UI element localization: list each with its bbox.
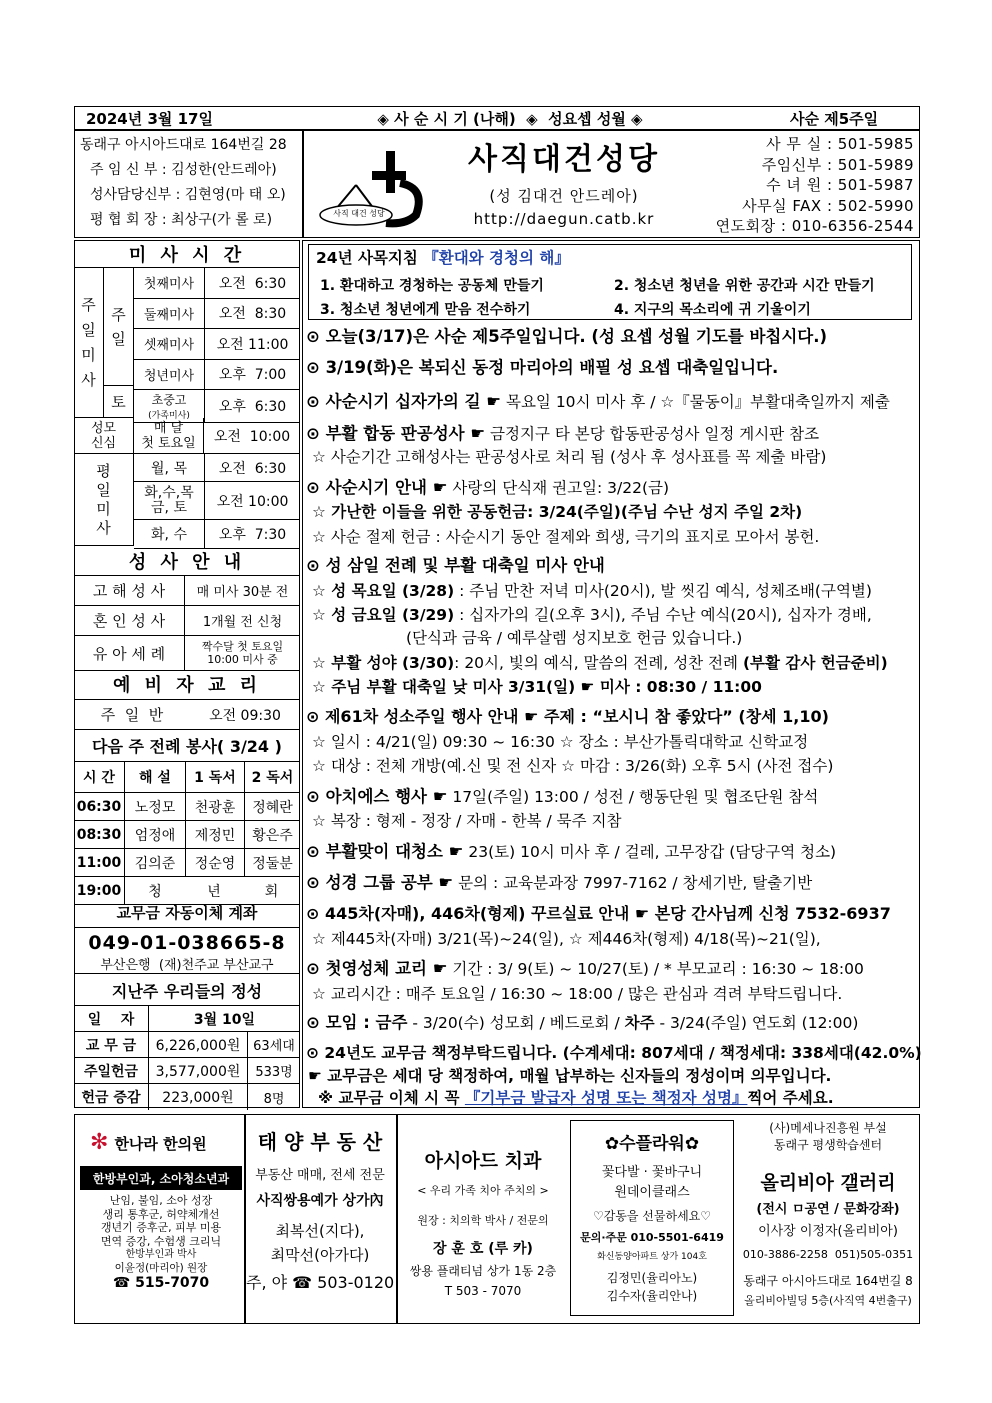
notice-acies [306,787,818,807]
clinic-name: 한나라 한의원 [114,1134,207,1153]
mass-time: 오전 10:00 [216,493,289,510]
mass-time: 오전 11:00 [216,336,289,353]
dental-owner: 장 훈 호 (루 카) [433,1241,533,1257]
sunday-mass-table [134,268,300,423]
notice-head: ⊙ 아치에스 행사 ☛ [306,787,448,806]
sunday-mass-label: 주 일 미 사 [74,268,104,418]
catechumen-title: 예 비 자 교 리 [74,668,300,700]
sacrament-value: 1개월 전 신청 [202,615,283,630]
offering-count: 8명 [263,1091,285,1107]
mass-row [134,360,300,391]
service-cell: 청 [148,883,162,900]
service-col: 해 설 [125,762,186,792]
contact-office: 사 무 실 : 501-5985 [766,135,914,153]
sacrament-row [74,636,300,671]
notice-st-joseph: ⊙ 3/19(화)은 복되신 동정 마리아의 배필 성 요셉 대축일입니다. [306,358,779,377]
service-title: 다음 주 전례 봉사( 3/24 ) [74,730,300,762]
heart-label: 성모 신심 [74,418,134,454]
clinic-line: 난임, 불임, 소아 성장 [109,1194,213,1207]
gallery-name: 올리비아 갤러리 [760,1172,896,1194]
notice-body: 기간 : 3/ 9(토) ~ 10/27(토) / * 부모교리 : 16:30 ~ 18:00 [447,960,864,978]
notice-triduum: ⊙ 성 삼일 전례 및 부활 대축일 미사 안내 [306,556,605,575]
transfer-bank: 부산은행 (재)천주교 부산교구 [74,954,300,974]
dental-slogan: < 우리 가족 치아 주치의 > [417,1184,549,1197]
gallery-phone: 010-3886-2258 051)505-0351 [742,1248,914,1261]
service-header [74,762,300,793]
notice-body-next: - 3/24(주일) 연도회 (12:00) [654,1014,859,1032]
mass-row [134,520,300,549]
divider [302,130,304,238]
church-name: 사직대건성당 [468,142,660,177]
notice-good-friday-note: (단식과 금육 / 예루살렘 성지보호 헌금 있습니다.) [406,629,743,647]
offering-count: 63세대 [253,1039,295,1054]
clinic-lines [78,1194,244,1291]
notice-sub-body: : 십자가의 길(오후 3시), 주님 수난 예식(20시), 십자가 경배, [454,606,872,624]
notice-sub-note: (부활 감사 헌금준비) [742,654,888,672]
realty-line: 최막선(아가다) [270,1246,370,1264]
sacrament-value: 짝수달 첫 토요일 10:00 미사 중 [201,640,284,666]
offering-title: 지난주 우리들의 정성 [74,976,300,1006]
notice-cursillo-dates: ☆ 제445차(자매) 3/21(목)~24(일), ☆ 제446차(형제) 4/18(목)~21(일), [312,930,821,948]
mass-row [134,299,300,330]
mass-name: 청년미사 [134,360,205,390]
mass-row [134,454,300,482]
sunday-label: 주 일 [104,268,134,386]
notice-easter-mass: ☆ 주님 부활 대축일 낮 미사 3/31(일) ☛ 미사 : 08:30 / 11:00 [312,678,762,696]
gallery-building: 올리비아빌딩 5층(사직역 4번출구) [744,1294,912,1307]
notice-vocation-target: ☆ 대상 : 전체 개방(예.신 및 전 신자 ☆ 마감 : 3/26(화) 오후 5시 (사전 접수) [312,757,834,775]
transfer-title: 교무금 자동이체 계좌 [74,898,300,928]
clinic-band: 한방부인과, 소아청소년과 [80,1166,242,1190]
guideline-title [316,248,570,268]
service-col: 시 간 [74,762,125,792]
service-time: 08:30 [74,821,125,848]
notice-vocation-sunday: ⊙ 제61차 성소주일 행사 안내 ☛ 주제 : “보시니 참 좋았다” (창세 1,10) [306,707,829,726]
mass-time: 오후 6:30 [218,399,287,415]
service-cell: 김의준 [125,849,186,876]
guideline-item: 2. 청소년 청년을 위한 공간과 시간 만들기 [614,278,875,294]
clinic-line: 한방부인과 박사 [125,1249,197,1260]
contact-yeondo: 연도회장 : 010-6356-2544 [715,217,914,235]
sacrament-row [74,576,300,606]
flower-line: 화신동양아파트 상가 104호 [597,1252,707,1262]
service-cell: 제정민 [186,821,245,848]
service-col: 1 독서 [186,762,245,792]
service-cell: 천광훈 [186,793,245,820]
service-cell: 정순영 [186,849,245,876]
realty-line: 최복선(지다), [275,1222,365,1240]
mass-title: 미 사 시 간 [74,240,300,268]
sacrament-name: 혼 인 성 사 [74,606,185,635]
service-time: 19:00 [74,877,125,904]
realty-line: 부동산 매매, 전세 전문 [255,1168,385,1183]
sacrament-value: 매 미사 30분 전 [196,585,289,600]
notice-body: 사랑의 단식재 권고일: 3/22(금) [447,479,670,497]
mass-row [134,329,300,360]
dental-address: 쌍용 플래티넘 상가 1동 2층 [409,1264,557,1278]
service-cell: 노정모 [125,793,186,820]
ad-clinic [78,1118,244,1320]
notice-body: 금정지구 타 본당 합동판공성사 일정 게시판 참조 [485,425,820,443]
ad-gallery [738,1118,918,1320]
mass-row [134,268,300,299]
mass-name: 첫째미사 [134,268,205,298]
notice-dues: ⊙ 24년도 교무금 책정부탁드립니다. (수계세대: 807세대 / 책정세대: 338세대(42.0%) [306,1044,922,1062]
contact-list [692,134,914,237]
offering-label: 헌금 증감 [74,1084,149,1110]
notice-sub-head: ☆ 성 금요일 (3/29) [312,606,455,624]
offering-row [74,1058,300,1084]
notice-body: 23(토) 10시 미사 후 / 걸레, 고무장갑 (담당구역 청소) [463,843,837,861]
offering-label: 일 자 [74,1006,149,1031]
service-cell: 정혜란 [252,799,293,816]
heart-time: 오전 10:00 [204,418,300,454]
service-row [74,821,300,849]
notice-dues-transfer [318,1088,834,1108]
gallery-owner: 이사장 이정자(올리비아) [758,1224,898,1239]
sacrament-name: 유 아 세 례 [74,636,185,670]
mass-time: 오전 6:30 [218,275,287,292]
mass-time: 오후 7:00 [218,367,287,384]
offering-row [74,1084,300,1110]
dental-phone: T 503 - 7070 [444,1284,522,1298]
sacraments-title: 성 사 안 내 [74,546,300,576]
mass-time: 오전 6:30 [218,460,287,477]
contact-convent: 수 녀 원 : 501-5987 [766,176,914,194]
mass-name: 둘째미사 [134,299,205,329]
offering-label: 주일헌금 [74,1058,149,1083]
notice-head: ⊙ 사순시기 십자가의 길 ☛ [306,392,502,411]
offering-count: 533명 [255,1065,293,1080]
notice-first-communion-time: ☆ 교리시간 : 매주 토요일 / 16:30 ~ 18:00 / 많은 관심과 격려 부탁드립니다. [312,985,843,1003]
notice-stations [306,392,890,412]
church-website[interactable]: http://daegun.catb.kr [473,210,655,228]
sacrament-name: 고 해 성 사 [74,576,185,605]
notice-head: ⊙ 모임 : 금주 [306,1013,408,1032]
mass-name: 화,수,목 금, 토 [134,482,205,519]
contact-fax: 사무실 FAX : 502-5990 [742,196,914,215]
mass-row [134,482,300,520]
flower-line: 꽃다발 · 꽃바구니 [601,1165,703,1180]
mass-name: 셋째미사 [134,329,205,359]
realty-name: 태 양 부 동 산 [257,1130,383,1154]
notice-sub-body: : 20시, 빛의 예식, 말씀의 전례, 성찬 전례 [454,654,743,672]
offering-label: 교 무 금 [74,1032,149,1057]
notice-vocation-time: ☆ 일시 : 4/21(일) 09:30 ~ 16:30 ☆ 장소 : 부산가톨릭대학교 신학교정 [312,733,809,751]
service-row [74,849,300,877]
parish-staff [80,134,300,234]
ad-flower [570,1120,734,1316]
mass-name-main: 초중고 [151,393,187,407]
saturday-label: 토 [104,386,134,418]
mass-time: 오전 8:30 [218,306,287,323]
notice-first-communion [306,959,864,979]
clinic-phone: ☎ 515-7070 [112,1275,210,1291]
clinic-flower-icon: ✻ [90,1130,109,1155]
flower-name: ✿수플라워✿ [604,1134,700,1154]
notice-sub-body: : 주님 만찬 저녁 미사(20시), 발 씻김 예식, 성체조배(구역별) [454,582,872,600]
mass-name: 화, 수 [134,520,205,548]
sacraments-table [74,576,300,671]
notice-head: ⊙ 첫영성체 교리 ☛ [306,959,448,978]
offering-row [74,1032,300,1058]
notice-confession [306,424,819,444]
notice-meetings [306,1013,858,1033]
service-cell: 황은주 [252,827,293,844]
ad-dental [398,1118,568,1320]
notice-cursillo: ⊙ 445차(자매), 446차(형제) 꾸르실료 안내 ☛ 본당 간사님께 신청 7532-6937 [306,904,891,923]
notice-head: ⊙ 성경 그룹 공부 ☛ [306,873,454,892]
clinic-line: 면역 증강, 수험생 크리닉 [100,1234,222,1248]
notice-head: ⊙ 부활 합동 판공성사 ☛ [306,424,486,443]
notice-dues-highlight: 『기부금 발급자 성명 또는 책정자 성명』 [464,1089,748,1107]
service-cell: 엄정애 [125,821,186,848]
service-col: 2 독서 [251,770,294,786]
notice-dues-note: ☛ 교무금은 세대 당 책정하여, 매월 납부하는 신자들의 정성이며 의무입니다. [308,1067,832,1085]
notice-body: 문의 : 교육분과장 7997-7162 / 창세기반, 탈출기반 [453,874,813,892]
notice-sub-head: ☆ 성 목요일 (3/28) [312,582,455,600]
guideline-item: 4. 지구의 목소리에 귀 기울이기 [614,302,811,318]
notice-easter-vigil [312,653,888,673]
contact-pastor: 주임신부 : 501-5989 [761,155,914,174]
guideline-item: 3. 청소년 청년에게 맏음 전수하기 [320,302,531,318]
notice-lent-abstinence: ☆ 사순 절제 헌금 : 사순시기 동안 절제와 희생, 극기의 표지로 모아서 봉헌. [312,528,820,546]
mass-time: 오후 7:30 [218,527,287,543]
notice-body: 17일(주일) 13:00 / 성전 / 행동단원 및 협조단원 참석 [447,788,819,806]
notice-lent [306,478,669,498]
service-row [74,793,300,821]
church-patron: (성 김대건 안드레아) [489,186,639,205]
notice-good-friday [312,605,872,625]
liturgical-season: ◈ 사 순 시 기 (나해) ◈ 성요셉 성월 ◈ [377,109,643,128]
guideline-item: 1. 환대하고 경청하는 공동체 만들기 [320,278,544,294]
notice-cleaning [306,842,836,862]
flower-line: 김정민(율리아노) [606,1271,698,1285]
notice-acies-dress: ☆ 복장 : 형제 - 정장 / 자매 - 한복 / 묵주 지참 [312,812,622,830]
sunday-name: 사순 제5주일 [790,109,879,128]
dental-doctor: 원장 : 치의학 박사 / 전문의 [417,1214,549,1227]
offering-row [74,1006,300,1032]
clinic-line: 이윤정(마리아) 원장 [114,1261,208,1274]
clinic-line: 갱년기 증후군, 피부 미용 [100,1221,222,1234]
offering-amount: 3,577,000원 [149,1058,248,1083]
notice-lent-collection: ☆ 가난한 이들을 위한 공동헌금: 3/24(주일)(주님 수난 성지 주일 2차) [312,503,803,521]
gallery-org: (사)메세나진흥원 부설 동래구 평생학습센터 [769,1121,887,1152]
service-time: 11:00 [74,849,125,876]
flower-line: ♡감동을 선물하세요♡ [592,1209,712,1223]
notice-holy-thursday [312,581,872,601]
realty-line: 사직쌍용예가 상가內 [256,1193,384,1209]
guideline-prefix: 24년 사목지침 [316,249,424,267]
notice-sub-head: ☆ 부활 성야 (3/30) [312,654,455,672]
mass-name-sub: (가족미사) [148,411,190,421]
clinic-header [90,1132,207,1154]
service-time: 06:30 [74,793,125,820]
notice-head: ⊙ 사순시기 안내 ☛ [306,478,448,497]
flower-line: 원데이클래스 [614,1185,690,1200]
dental-name: 아시아드 치과 [424,1150,542,1172]
notice-body: 목요일 10시 미사 후 / ☆『물동이』부활대축일까지 제출 [501,393,890,411]
guideline-theme: 『환대와 경청의 해』 [423,249,570,267]
pastor: 주 임 신 부 : 김성한(안드레아) [90,162,277,178]
notice-today: ⊙ 오늘(3/17)은 사순 제5주일입니다. (성 요셉 성월 기도를 바칩시다.) [306,327,828,346]
catechumen-time: 오전 09:30 [190,700,300,730]
flower-line: 김수자(율리안나) [606,1289,698,1303]
issue-date: 2024년 3월 17일 [86,109,213,128]
ad-realty [246,1118,394,1320]
service-cell: 회 [264,883,279,900]
mass-name: 월, 목 [134,454,205,481]
parish-address: 동래구 아시아드대로 164번길 28 [80,137,287,153]
notice-body: - 3/20(수) 성모회 / 베드로회 / [407,1014,625,1032]
transfer-account: 049-01-038665-8 [88,932,286,954]
offering-amount: 6,226,000원 [149,1032,248,1057]
notice-bible-study [306,873,812,893]
notice-dues-pre: ※ 교무금 이체 시 꼭 [318,1089,465,1107]
gallery-sub: (전시 ㅁ공연 / 문화강좌) [756,1202,900,1217]
heart-name: 매 달 첫 토요일 [134,418,204,454]
notice-confession-note: ☆ 사순기간 고해성사는 판공성사로 처리 됨 (성사 후 성사표를 꼭 제출 바람) [312,448,827,466]
flower-line: 문의·주문 010-5501-6419 [580,1231,724,1244]
service-cell: 년 [207,883,221,900]
offering-table [74,1006,300,1110]
notice-head: ⊙ 부활맞이 대청소 ☛ [306,842,464,861]
church-logo-text: 사직 대건 성당 [333,208,385,218]
service-table [74,762,300,905]
realty-phone: 주, 야 ☎ 503-0120 [246,1273,395,1292]
offering-amount: 223,000원 [149,1084,248,1110]
weekday-mass-label: 평 일 미 사 [74,454,134,546]
sacrament-row [74,606,300,636]
assistant-priest: 성사담당신부 : 김현영(마 태 오) [90,187,286,203]
weekday-mass-table [134,454,300,549]
service-cell: 정둘분 [252,855,293,872]
council-president: 평 협 회 장 : 최상구(가 롤 로) [90,212,273,228]
offering-amount: 3월 10일 [193,1011,256,1028]
notice-dues-post: 찍어 주세요. [747,1089,834,1107]
clinic-line: 생리 통후군, 허약체개선 [102,1207,220,1221]
gallery-address: 동래구 아시아드대로 164번길 8 [743,1274,913,1288]
catechumen-class: 주 일 반 [74,700,190,730]
notice-head-next: 차주 [624,1014,655,1032]
